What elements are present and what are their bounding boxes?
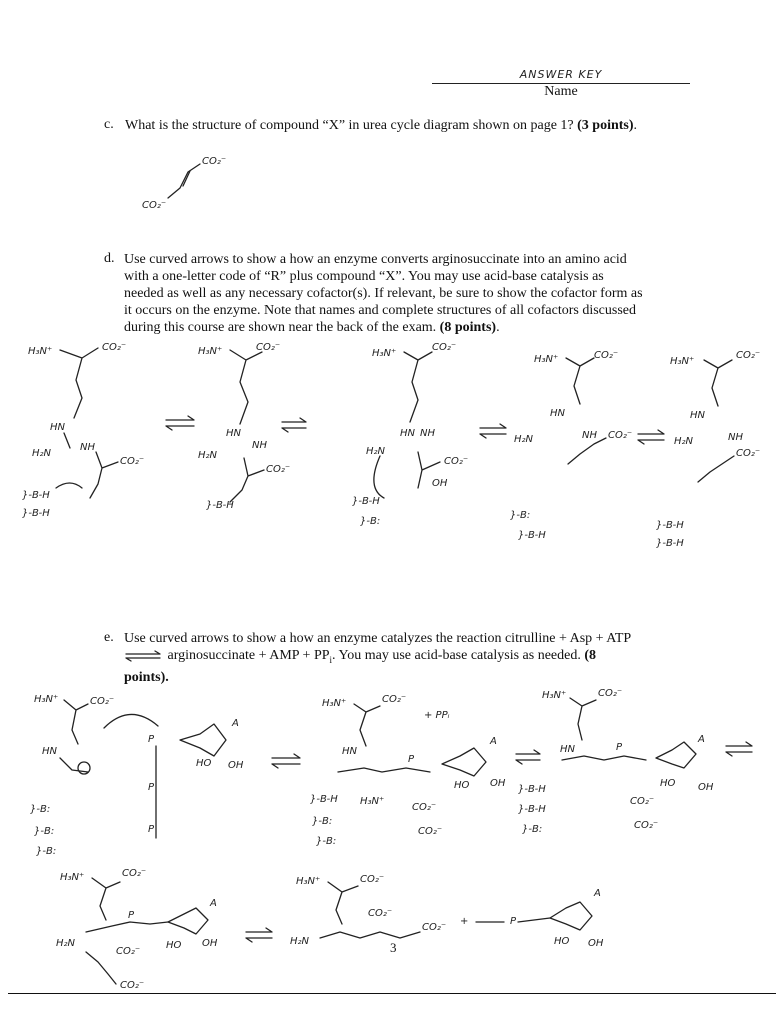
question-d-line-2: with a one-letter code of “R” plus compound “X”. You may use acid-base catalysis as	[124, 269, 604, 284]
svg-text:H₃N⁺: H₃N⁺	[296, 876, 321, 887]
svg-text:NH: NH	[582, 430, 597, 441]
svg-text:}-B-H: }-B-H	[656, 520, 684, 531]
svg-text:OH: OH	[588, 938, 604, 949]
svg-text:HN: HN	[226, 428, 241, 439]
svg-text:P: P	[148, 824, 155, 835]
arginine-plus-fumarate-4	[510, 350, 632, 541]
svg-text:}-B:: }-B:	[312, 816, 333, 827]
equilibrium-arrows-icon	[124, 651, 164, 661]
question-e-letter: e.	[104, 630, 114, 645]
question-e-line-2	[124, 647, 724, 669]
svg-text:+ PPᵢ: + PPᵢ	[424, 710, 450, 721]
question-c-text	[125, 117, 725, 134]
question-d-points: (8 points)	[439, 320, 497, 335]
svg-text:H₂N: H₂N	[514, 434, 534, 445]
svg-text:H₂N: H₂N	[674, 436, 694, 447]
svg-text:P: P	[148, 734, 155, 745]
svg-text:CO₂⁻: CO₂⁻	[360, 874, 385, 885]
svg-text:}-B:: }-B:	[30, 804, 51, 815]
equilibrium-arrow-e1	[272, 754, 300, 768]
svg-text:CO₂⁻: CO₂⁻	[120, 980, 145, 991]
svg-text:P: P	[408, 754, 415, 765]
question-d-line-4: it occurs on the enzyme. Note that names and complete structures of all cofactors discussed	[124, 303, 636, 318]
svg-text:+: +	[460, 916, 469, 927]
svg-text:H₂N: H₂N	[198, 450, 218, 461]
question-e-text	[124, 630, 724, 686]
intermediate-structure-3	[352, 342, 468, 527]
svg-text:CO₂⁻: CO₂⁻	[736, 350, 761, 361]
svg-text:}-B:: }-B:	[510, 510, 531, 521]
svg-text:H₃N⁺: H₃N⁺	[534, 354, 559, 365]
svg-text:CO₂⁻: CO₂⁻	[444, 456, 469, 467]
question-e-line-2-rest: . You may use acid-base catalysis as needed.	[332, 648, 581, 663]
equilibrium-arrow-2	[282, 418, 306, 432]
arginosuccinate-product-structure	[290, 874, 446, 947]
svg-text:NH: NH	[420, 428, 435, 439]
svg-text:CO₂⁻: CO₂⁻	[422, 922, 447, 933]
equilibrium-arrow-4	[638, 430, 664, 444]
svg-text:NH: NH	[80, 442, 95, 453]
svg-text:OH: OH	[490, 778, 506, 789]
question-e-points-start: (8	[584, 648, 597, 663]
svg-text:CO₂⁻: CO₂⁻	[368, 908, 393, 919]
svg-text:CO₂⁻: CO₂⁻	[598, 688, 623, 699]
mechanism-d-sketch	[20, 338, 780, 568]
intermediate-structure-2	[198, 342, 290, 511]
svg-text:A: A	[232, 718, 239, 729]
citrulline-amp-intermediate	[310, 694, 506, 847]
svg-text:CO₂⁻: CO₂⁻	[736, 448, 761, 459]
svg-text:}-B-H: }-B-H	[518, 530, 546, 541]
equilibrium-arrow-e2	[516, 750, 540, 764]
svg-text:}-B:: }-B:	[360, 516, 381, 527]
question-d-end: .	[496, 320, 500, 335]
svg-text:H₂N: H₂N	[56, 938, 76, 949]
svg-text:}-B:: }-B:	[36, 846, 57, 857]
question-d-text	[124, 251, 724, 336]
svg-text:}-B-H: }-B-H	[206, 500, 234, 511]
svg-text:H₃N⁺: H₃N⁺	[322, 698, 347, 709]
svg-text:CO₂⁻: CO₂⁻	[594, 350, 619, 361]
question-c-end: .	[633, 118, 638, 133]
svg-text:CO₂⁻: CO₂⁻	[382, 694, 407, 705]
svg-text:HN: HN	[690, 410, 705, 421]
svg-text:CO₂⁻: CO₂⁻	[432, 342, 457, 353]
svg-text:OH: OH	[202, 938, 218, 949]
svg-text:HO: HO	[166, 940, 182, 951]
svg-text:H₃N⁺: H₃N⁺	[670, 356, 695, 367]
svg-text:H₃N⁺: H₃N⁺	[60, 872, 85, 883]
svg-text:}-B-H: }-B-H	[352, 496, 380, 507]
answer-key-label: ANSWER KEY	[519, 68, 603, 81]
svg-text:H₂N: H₂N	[32, 448, 52, 459]
bottom-rule	[8, 993, 776, 994]
question-e-line-2-text: arginosuccinate + AMP + PP	[167, 648, 330, 663]
svg-text:CO₂⁻: CO₂⁻	[634, 820, 659, 831]
question-d-letter: d.	[104, 251, 115, 266]
svg-text:HO: HO	[554, 936, 570, 947]
equilibrium-arrow-3	[480, 424, 506, 438]
equilibrium-arrow-1	[166, 416, 194, 430]
question-e-line-1: Use curved arrows to show a how an enzyme catalyzes the reaction citrulline + Asp + ATP	[124, 631, 632, 646]
svg-text:}-B-H: }-B-H	[518, 804, 546, 815]
svg-text:HN: HN	[342, 746, 357, 757]
svg-text:OH: OH	[228, 760, 244, 771]
svg-text:HN: HN	[50, 422, 65, 433]
svg-text:P: P	[128, 910, 135, 921]
mechanism-e-row2-sketch	[20, 862, 760, 990]
svg-text:CO₂⁻: CO₂⁻	[116, 946, 141, 957]
question-e-line-2-sub: i	[329, 654, 333, 665]
svg-text:H₃N⁺: H₃N⁺	[28, 346, 53, 357]
tetrahedral-intermediate-structure	[56, 868, 218, 991]
svg-text:HN: HN	[42, 746, 57, 757]
svg-text:CO₂⁻: CO₂⁻	[418, 826, 443, 837]
svg-text:}-B:: }-B:	[316, 836, 337, 847]
svg-text:H₃N⁺: H₃N⁺	[372, 348, 397, 359]
svg-text:CO₂⁻: CO₂⁻	[630, 796, 655, 807]
equilibrium-arrow-e3	[726, 742, 752, 756]
name-label: Name	[544, 84, 578, 99]
svg-text:A: A	[594, 888, 601, 899]
svg-text:}-B:: }-B:	[522, 824, 543, 835]
svg-text:OH: OH	[432, 478, 448, 489]
svg-text:H₃N⁺: H₃N⁺	[360, 796, 385, 807]
svg-text:A: A	[490, 736, 497, 747]
svg-text:HO: HO	[196, 758, 212, 769]
svg-text:}-B-H: }-B-H	[22, 490, 50, 501]
svg-text:CO₂⁻: CO₂⁻	[266, 464, 291, 475]
svg-text:}-B-H: }-B-H	[310, 794, 338, 805]
question-e-points-end: points).	[124, 669, 169, 685]
svg-text:CO₂⁻: CO₂⁻	[90, 696, 115, 707]
mechanism-e-row1-sketch	[20, 688, 780, 868]
question-d-line-5-text: during this course are shown near the back of the exam.	[124, 320, 437, 335]
name-field	[432, 68, 690, 100]
svg-text:}-B-H: }-B-H	[518, 784, 546, 795]
svg-text:CO₂⁻: CO₂⁻	[120, 456, 145, 467]
question-c-body: What is the structure of compound “X” in urea cycle diagram shown on page 1?	[125, 118, 574, 133]
svg-text:H₃N⁺: H₃N⁺	[34, 694, 59, 705]
svg-text:CO₂⁻: CO₂⁻	[608, 430, 633, 441]
svg-text:H₃N⁺: H₃N⁺	[542, 690, 567, 701]
svg-text:CO₂⁻: CO₂⁻	[256, 342, 281, 353]
arginine-plus-fumarate-5	[656, 350, 760, 549]
svg-text:H₂N: H₂N	[366, 446, 386, 457]
svg-text:A: A	[698, 734, 705, 745]
svg-text:NH: NH	[252, 440, 267, 451]
fumarate-structure-sketch	[138, 150, 238, 220]
question-d-line-5	[124, 319, 724, 336]
question-d-line-3: needed as well as any necessary cofactor(s). If relevant, be sure to show the cofactor form as	[124, 286, 643, 301]
svg-text:CO₂⁻: CO₂⁻	[412, 802, 437, 813]
svg-text:A: A	[210, 898, 217, 909]
svg-text:HN: HN	[400, 428, 415, 439]
carboxylate-right-label: CO₂⁻	[202, 156, 227, 167]
page-number: 3	[390, 940, 397, 955]
svg-text:P: P	[616, 742, 623, 753]
svg-text:HO: HO	[454, 780, 470, 791]
arginosuccinate-structure-1	[22, 342, 144, 519]
amp-leaving-intermediate	[518, 688, 714, 835]
amp-product-structure	[460, 888, 604, 949]
svg-text:HN: HN	[560, 744, 575, 755]
svg-text:}-B:: }-B:	[34, 826, 55, 837]
svg-text:HN: HN	[550, 408, 565, 419]
svg-text:H₃N⁺: H₃N⁺	[198, 346, 223, 357]
svg-text:}-B-H: }-B-H	[656, 538, 684, 549]
question-c-points: (3 points)	[577, 118, 634, 133]
svg-text:CO₂⁻: CO₂⁻	[102, 342, 127, 353]
question-d-line-1: Use curved arrows to show a how an enzyme converts arginosuccinate into an amino acid	[124, 252, 627, 267]
question-e-line-3	[124, 669, 724, 686]
carboxylate-left-label: CO₂⁻	[142, 200, 167, 211]
svg-text:}-B-H: }-B-H	[22, 508, 50, 519]
citrulline-atp-structure	[30, 694, 244, 857]
svg-text:H₂N: H₂N	[290, 936, 310, 947]
equilibrium-arrow-e4	[246, 928, 272, 942]
svg-text:NH: NH	[728, 432, 743, 443]
svg-text:CO₂⁻: CO₂⁻	[122, 868, 147, 879]
svg-text:HO: HO	[660, 778, 676, 789]
svg-text:OH: OH	[698, 782, 714, 793]
question-c-letter: c.	[104, 117, 114, 132]
svg-text:P: P	[148, 782, 155, 793]
svg-text:P: P	[510, 916, 517, 927]
